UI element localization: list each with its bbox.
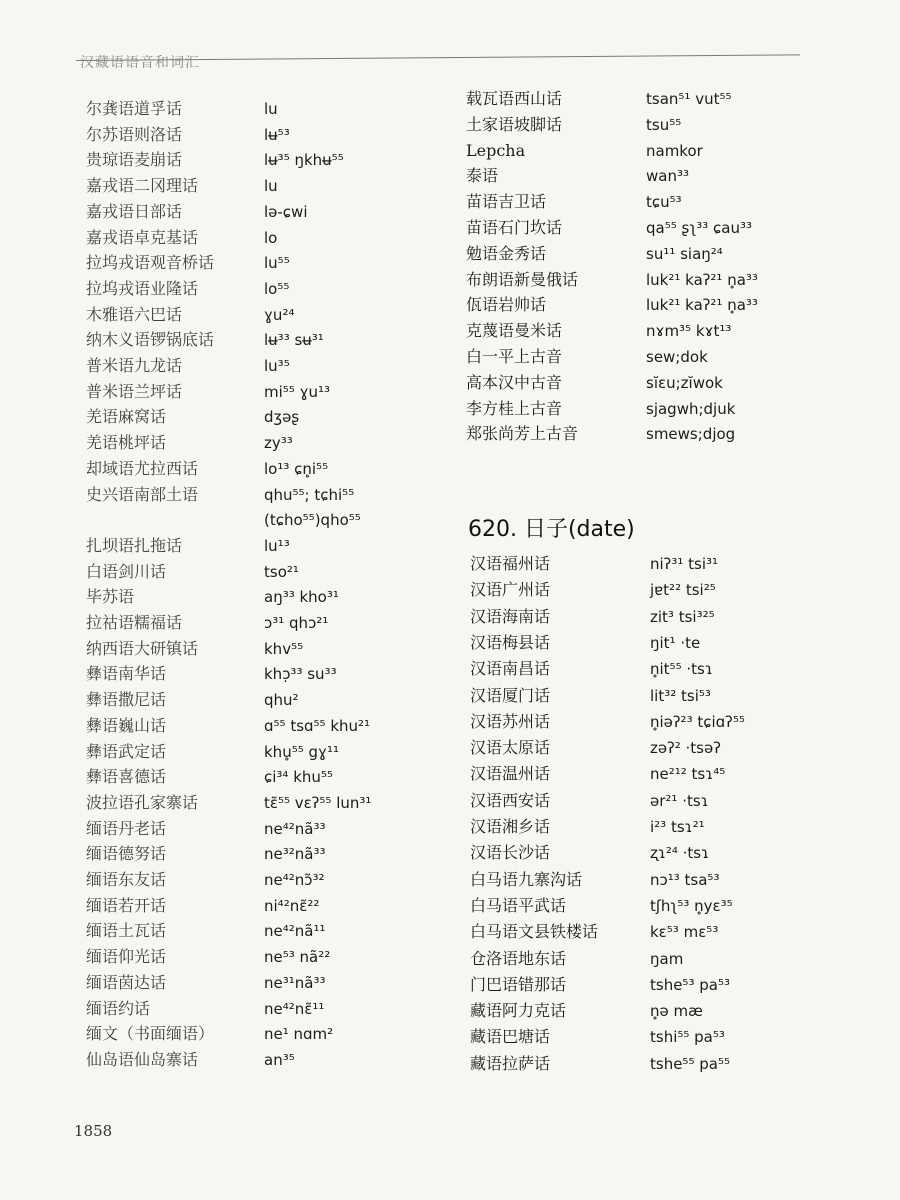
phonetic-form: ne⁴²nɛ̃¹¹ (264, 999, 325, 1018)
dialect-name: 汉语湘乡话 (470, 817, 551, 836)
dialect-name: 白马语平武话 (470, 895, 567, 915)
phonetic-form: sjagwh;djuk (646, 399, 736, 418)
phonetic-form: zit³ tsi³²⁵ (650, 607, 715, 626)
phonetic-form: kɛ⁵³ mɛ⁵³ (650, 923, 719, 942)
dialect-name: 汉语海南话 (470, 606, 551, 626)
dialect-name: 汉语西安话 (470, 790, 551, 810)
dialect-name: 汉语苏州话 (470, 711, 551, 731)
phonetic-form: ʐɿ²⁴ ·tsɿ (650, 844, 710, 863)
phonetic-form: qhu² (264, 691, 299, 710)
phonetic-form: ər²¹ ·tsɿ (650, 791, 709, 810)
dialect-name: 汉语福州话 (470, 554, 551, 573)
dialect-name: 门巴语错那话 (470, 974, 567, 994)
dialect-name: 嘉戎语二冈理话 (86, 176, 199, 196)
phonetic-form: khv⁵⁵ (264, 639, 304, 658)
dialect-name: 汉语温州话 (470, 764, 551, 784)
phonetic-form: zy³³ (264, 434, 293, 453)
dialect-name: 白一平上古音 (466, 347, 563, 366)
dialect-name: 贵琼语麦崩话 (86, 150, 183, 170)
phonetic-form: lo⁵⁵ (264, 279, 290, 298)
phonetic-form: aŋ³³ kho³¹ (264, 588, 339, 607)
dialect-name: 白语剑川话 (86, 561, 167, 581)
dialect-name: 缅语茵达话 (86, 972, 167, 992)
phonetic-form: ne³²nã³³ (264, 845, 326, 864)
dialect-name: 勉语金秀话 (466, 243, 547, 263)
dialect-name: 李方桂上古音 (466, 398, 563, 418)
dialect-name: 彝语武定话 (86, 741, 167, 761)
dialect-name: 缅语丹老话 (86, 818, 167, 838)
phonetic-form: lʉ³⁵ ŋkhʉ⁵⁵ (264, 151, 344, 170)
dialect-name: 彝语撒尼话 (86, 690, 167, 710)
phonetic-form: khɔ̣³³ su³³ (264, 665, 337, 684)
dialect-name: 缅语若开话 (86, 895, 167, 915)
dialect-name: 拉坞戎语观音桥话 (86, 253, 215, 273)
running-header: 汉藏语语音和词汇 (80, 55, 200, 71)
dialect-name: 高本汉中古音 (466, 372, 563, 392)
phonetic-form: su¹¹ siaŋ²⁴ (646, 244, 723, 263)
dialect-name: 汉语梅县话 (470, 632, 551, 652)
dialect-name: 藏语阿力克话 (470, 1001, 567, 1021)
phonetic-form: tso²¹ (264, 562, 299, 581)
dialect-name: 彝语喜德话 (86, 767, 167, 787)
dialect-name: 克蔑语曼米话 (466, 321, 563, 341)
dialect-name: 缅文（书面缅语） (86, 1024, 215, 1044)
phonetic-form: tɛ̃⁵⁵ vɛʔ⁵⁵ lun³¹ (264, 793, 372, 812)
phonetic-form: lʉ⁵³ (264, 125, 290, 144)
phonetic-form: tʃhʅ⁵³ n̥yɛ³⁵ (650, 896, 733, 915)
dialect-name: 却域语尤拉西话 (86, 458, 199, 478)
phonetic-form: khu̥⁵⁵ gɣ¹¹ (264, 742, 339, 761)
phonetic-form: sew;dok (646, 348, 708, 366)
dialect-name: 纳西语大研镇话 (86, 638, 199, 658)
phonetic-form: nɔ¹³ tsa⁵³ (650, 870, 720, 889)
phonetic-form: ne⁴²nɔ̃³² (264, 871, 325, 889)
dialect-name: 彝语南华话 (86, 664, 167, 684)
phonetic-form: tsu⁵⁵ (646, 115, 682, 134)
phonetic-form: wan³³ (646, 167, 689, 186)
phonetic-form: namkor (646, 141, 703, 160)
phonetic-form: (tɕho⁵⁵)qho⁵⁵ (264, 511, 361, 530)
phonetic-form: smews;djog (646, 425, 736, 444)
phonetic-form: ne⁴²nã¹¹ (264, 922, 326, 941)
dialect-name: 汉语厦门话 (470, 685, 551, 705)
phonetic-form: lu¹³ (264, 536, 290, 555)
phonetic-form: ne³¹nã³³ (264, 973, 326, 992)
phonetic-form: lo¹³ ɕn̥i⁵⁵ (264, 459, 329, 478)
dialect-name: 郑张尚芳上古音 (466, 424, 579, 444)
dialect-name: 缅语约话 (86, 998, 151, 1018)
phonetic-form: lu (264, 100, 278, 118)
phonetic-form: tshe⁵⁵ pa⁵⁵ (650, 1054, 730, 1073)
dialect-name: 嘉戎语日部话 (86, 201, 183, 221)
phonetic-form: ne⁵³ nã²² (264, 948, 331, 967)
dialect-name: 拉坞戎语业隆话 (86, 278, 199, 298)
dialect-name: 汉语长沙话 (470, 843, 551, 863)
dialect-name: 羌语麻窝话 (86, 407, 167, 427)
dialect-name: 缅语东友话 (86, 870, 167, 889)
phonetic-form: ɕi³⁴ khu⁵⁵ (264, 768, 333, 787)
phonetic-form: tshe⁵³ pa⁵³ (650, 975, 730, 994)
dialect-name: 白马语九寨沟话 (470, 869, 583, 889)
phonetic-form: nɤm³⁵ kɤt¹³ (646, 322, 732, 341)
phonetic-form: ɣu²⁴ (264, 305, 295, 324)
phonetic-form: luk²¹ kaʔ²¹ n̥a³³ (646, 296, 758, 315)
phonetic-form: ɑ⁵⁵ tsɑ⁵⁵ khu²¹ (264, 716, 371, 735)
dialect-name: 尔龚语道孚话 (86, 99, 183, 118)
phonetic-form: sĭɛu;zĭwok (646, 373, 723, 392)
dialect-name: Lepcha (466, 140, 526, 160)
phonetic-form: mi⁵⁵ ɣu¹³ (264, 382, 331, 401)
phonetic-form: tsan⁵¹ vut⁵⁵ (646, 90, 732, 108)
phonetic-form: n̥ə mæ (650, 1002, 703, 1021)
dialect-name: 缅语德努话 (86, 844, 167, 864)
dialect-name: 彝语巍山话 (86, 715, 167, 735)
dialect-name: 汉语广州话 (470, 580, 551, 600)
dialect-name: 苗语吉卫话 (466, 192, 547, 212)
phonetic-form: zəʔ² ·tsəʔ (650, 739, 721, 758)
phonetic-form: lu³⁵ (264, 357, 290, 375)
dialect-name: 纳木义语锣锅底话 (86, 330, 215, 350)
phonetic-form: qhu⁵⁵; tɕhi⁵⁵ (264, 485, 355, 504)
phonetic-form: ne⁴²nã³³ (264, 819, 326, 838)
dialect-name: 布朗语新曼俄话 (466, 269, 579, 289)
phonetic-form: i²³ tsɿ²¹ (650, 818, 705, 836)
dialect-name: 汉语太原话 (470, 738, 551, 758)
phonetic-form: ne²¹² tsɿ⁴⁵ (650, 765, 726, 784)
phonetic-form: lə-ɕwi (264, 202, 308, 221)
dialect-name: 仓洛语地东话 (470, 948, 567, 968)
dialect-name: 汉语南昌话 (470, 659, 551, 679)
phonetic-form: lo (264, 228, 278, 247)
dialect-name: 缅语仰光话 (86, 947, 167, 967)
phonetic-form: n̥it⁵⁵ ·tsɿ (650, 660, 713, 679)
dialect-name: 史兴语南部土语 (86, 484, 199, 504)
phonetic-form: ŋit¹ ·te (650, 633, 701, 652)
dialect-name: 扎坝语扎拖话 (86, 535, 183, 555)
dialect-name: 佤语岩帅话 (466, 295, 547, 315)
phonetic-form: lu⁵⁵ (264, 254, 290, 273)
phonetic-form: ni⁴²nɛ̃²² (264, 896, 320, 915)
phonetic-form: ŋam (650, 949, 684, 968)
phonetic-form: jɐt²² tsi²⁵ (650, 581, 716, 600)
dialect-name: 白马语文县铁楼话 (470, 922, 599, 942)
dialect-name: 泰语 (466, 166, 499, 186)
dialect-name: 藏语拉萨话 (470, 1053, 551, 1073)
phonetic-form: qa⁵⁵ ʂʅ³³ ɕau³³ (646, 219, 753, 237)
dialect-name: 拉祜语糯福话 (86, 613, 183, 632)
phonetic-form: tshi⁵⁵ pa⁵³ (650, 1028, 725, 1047)
dialect-name: 土家语坡脚话 (466, 114, 563, 134)
dialect-name: 波拉语孔家寨话 (86, 792, 199, 812)
phonetic-form: tɕu⁵³ (646, 193, 682, 212)
page-number: 1858 (74, 1122, 113, 1140)
dialect-name: 普米语兰坪话 (86, 381, 183, 401)
phonetic-form: luk²¹ kaʔ²¹ n̥a³³ (646, 270, 758, 289)
phonetic-form: dʒəʂ (264, 408, 300, 427)
dialect-name: 缅语土瓦话 (86, 921, 167, 941)
phonetic-form: lʉ³³ sʉ³¹ (264, 331, 324, 350)
dialect-name: 苗语石门坎话 (466, 218, 563, 237)
dialect-name: 木雅语六巴话 (86, 304, 183, 324)
phonetic-form: ɔ³¹ qhɔ²¹ (264, 614, 329, 632)
dialect-name: 嘉戎语卓克基话 (86, 227, 199, 247)
phonetic-form: an³⁵ (264, 1050, 295, 1069)
phonetic-form: lit³² tsi⁵³ (650, 686, 711, 705)
phonetic-form: ne¹ nɑm² (264, 1025, 334, 1044)
phonetic-form: niʔ³¹ tsi³¹ (650, 555, 719, 573)
phonetic-form: lu (264, 177, 278, 196)
dialect-name: 毕苏语 (86, 587, 135, 607)
dialect-name: 仙岛语仙岛寨话 (86, 1049, 199, 1069)
dialect-name: 普米语九龙话 (86, 356, 183, 375)
phonetic-form: n̥iəʔ²³ tɕiɑʔ⁵⁵ (650, 712, 745, 731)
section-title: 620. 日子(date) (468, 517, 635, 542)
dialect-name: 藏语巴塘话 (470, 1027, 551, 1047)
dialect-name: 羌语桃坪话 (86, 433, 167, 453)
dialect-name: 尔苏语则洛话 (86, 124, 183, 144)
dialect-name: 载瓦语西山话 (466, 89, 563, 108)
